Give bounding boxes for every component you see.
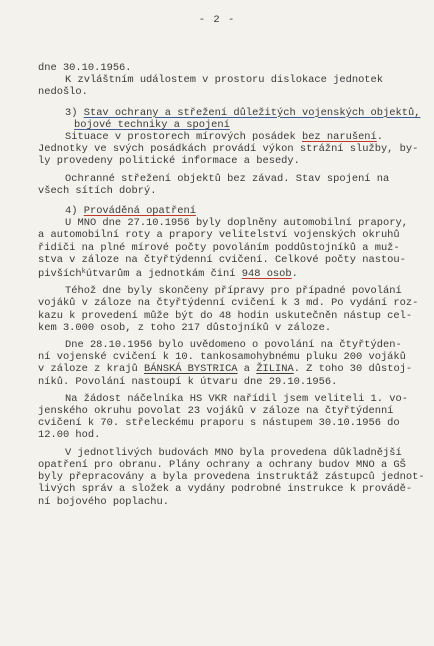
text-line [38,131,424,143]
text-line: stva v záloze na čtyřtýdenní cvičení. Celkové počty nastou- [38,253,406,266]
document-body [38,62,424,508]
text-run: Situace v prostorech mírových posádek [65,131,302,144]
text-line: níků. Povolání nastoupí k útvaru dne 29.10.1956. [38,375,338,388]
section-4-heading [38,205,424,217]
text-run: k [81,268,86,277]
text-line: K zvláštním událostem v prostoru dislokace jednotek [65,74,384,87]
text-line: kem 3.000 osob, z toho 217 důstojníků v záloze. [38,321,332,334]
text-run: . [376,131,384,144]
text-line: řidiči na plné mírové počty povoláním poddůstojníků a muž- [38,241,400,254]
section-number: 3) [65,106,84,119]
section-number: 4) [65,205,84,218]
text-line: 12.00 hod. [38,429,101,442]
text-line: livých správ a složek a vydány podrobné instrukce k provádě- [38,483,413,496]
text-line: Na žádost náčelníka HS VKR nařídil jsem veliteli 1. vo- [65,392,408,405]
text-line: Jednotky ve svých posádkách provádí výkon strážní služby, by- [38,143,419,156]
underlined-text: 948 osob [241,268,292,281]
text-run: útvarům a jednotkám činí [85,268,242,281]
text-run: . [291,268,298,281]
section-title: Prováděná opatření [83,205,196,218]
text-line: cvičení k 70. střeleckému praporu s nástupem 30.10.1956 do [38,417,400,430]
text-line [38,363,424,375]
text-line: ní bojového poplachu. [38,495,169,508]
text-line: byly přepracovány a byla provedena instruktáž zástupců jednot- [38,471,425,484]
text-line: Dne 28.10.1956 bylo uvědomeno o povolání na čtyřtýden- [65,339,402,352]
page-number: - 2 - [198,14,236,26]
section-title: Stav ochrany a střežení důležitých vojenských objektů, [83,106,421,119]
section-3-heading [38,107,424,119]
section-3-heading-cont [38,119,424,131]
text-line: nedošlo. [38,86,88,99]
underlined-text: BÁNSKÁ BYSTRICA [144,363,238,376]
text-line: opatření pro obranu. Plány ochrany a ochrany budov MNO a GŠ [38,458,406,471]
text-line: Ochranné střežení objektů bez závad. Stav spojení na [65,172,390,185]
text-line: V jednotlivých budovách MNO byla provedena důkladnější [65,446,402,459]
text-line: Téhož dne byly skončeny přípravy pro případné povolání [65,285,402,298]
text-run: v záloze z krajů [38,363,145,376]
text-line: U MNO dne 27.10.1956 byly doplněny automobilní prapory, [65,217,408,230]
underlined-text: bez narušení [301,131,377,144]
text-line [38,266,424,280]
text-line: dne 30.10.1956. [38,62,132,74]
text-line: kazu k provedení může být do 48 hodin uskutečněn nástup cel- [38,309,413,322]
text-run: pivších [38,268,82,281]
text-line: ly provedeny politické informace a besedy. [38,155,300,168]
text-line: ní vojenské cvičení k 10. tankosamohybnému pluku 200 vojáků [38,351,406,364]
text-line: a automobilní roty a prapory velitelství vojenských okruhů [38,229,400,242]
text-run: . Z toho 30 důstoj- [293,363,413,376]
section-title: bojové techniky a spojení [74,118,230,131]
text-line: všech sítích dobrý. [38,184,157,197]
text-line: vojáků v záloze na čtyřtýdenní cvičení k 3 md. Po vydání roz- [38,297,419,310]
underlined-text: ŽILINA [256,363,294,376]
text-line: jenského okruhu povolat 23 vojáků v záloze na čtyřtýdenní [38,405,394,418]
text-run: a [237,363,257,376]
